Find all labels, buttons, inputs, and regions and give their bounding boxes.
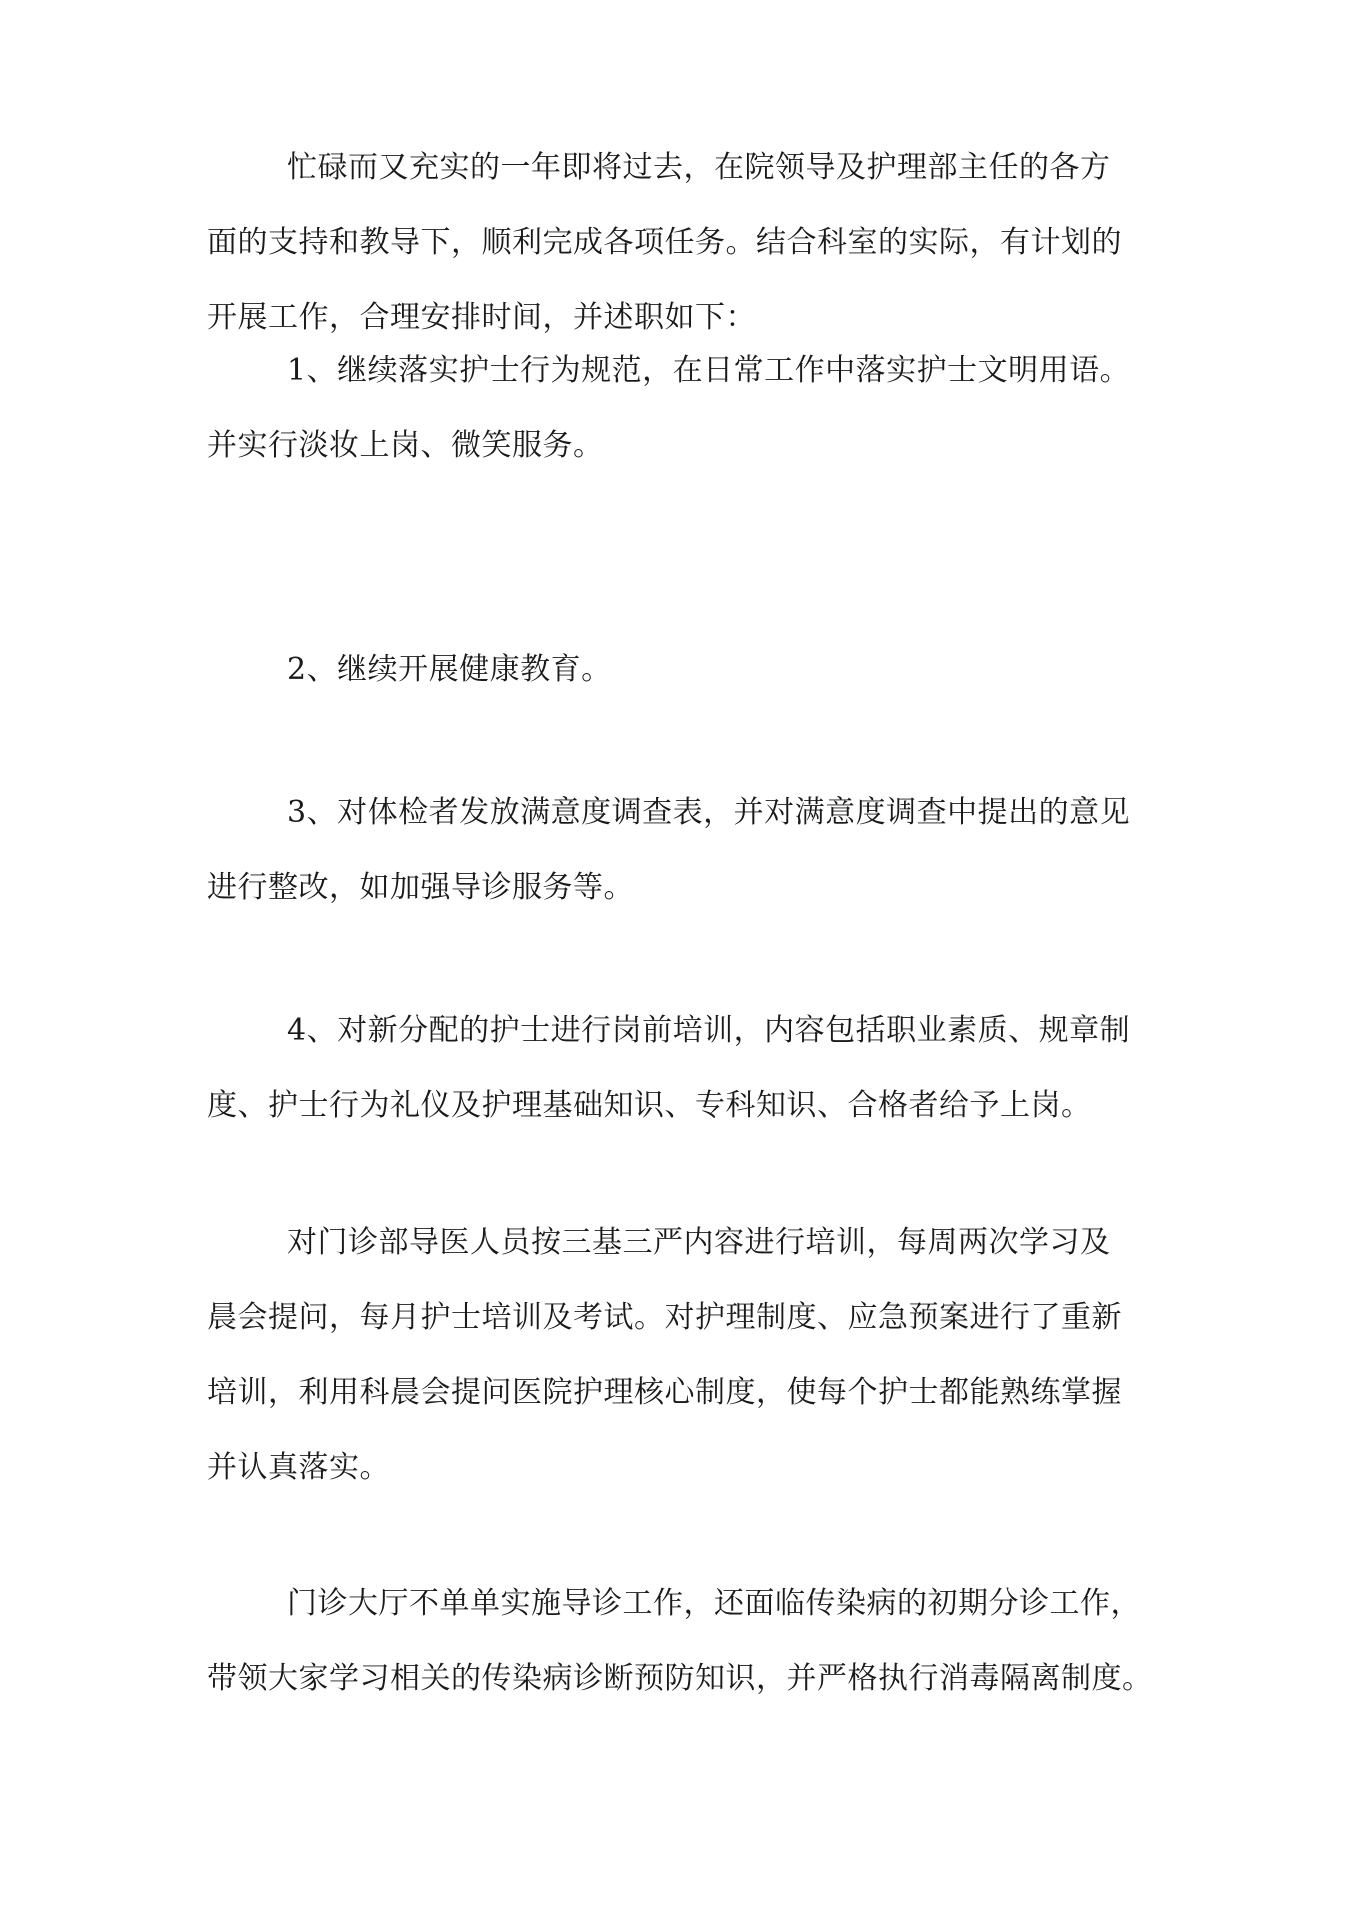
text-line: 3、对体检者发放满意度调查表，并对满意度调查中提出的意见 xyxy=(287,795,1131,830)
paragraph-triage xyxy=(207,1566,1187,1716)
text-line: 培训，利用科晨会提问医院护理核心制度，使每个护士都能熟练掌握 xyxy=(207,1375,1122,1410)
paragraph-training xyxy=(207,1205,1187,1505)
text-line: 进行整改，如加强导诊服务等。 xyxy=(207,870,634,905)
text-line: 开展工作，合理安排时间，并述职如下： xyxy=(207,300,756,335)
text-line: 晨会提问，每月护士培训及考试。对护理制度、应急预案进行了重新 xyxy=(207,1300,1122,1335)
text-line: 带领大家学习相关的传染病诊断预防知识，并严格执行消毒隔离制度。 xyxy=(207,1661,1153,1696)
text-line: 面的支持和教导下，顺利完成各项任务。结合科室的实际，有计划的 xyxy=(207,225,1122,260)
text-line: 并实行淡妆上岗、微笑服务。 xyxy=(207,428,604,463)
text-line: 对门诊部导医人员按三基三严内容进行培训，每周两次学习及 xyxy=(287,1225,1111,1260)
text-line: 度、护士行为礼仪及护理基础知识、专科知识、合格者给予上岗。 xyxy=(207,1088,1092,1123)
text-line: 并认真落实。 xyxy=(207,1450,390,1485)
paragraph-item-2 xyxy=(207,632,1187,707)
paragraph-item-4 xyxy=(207,993,1187,1143)
paragraph-item-3 xyxy=(207,775,1187,925)
text-line: 忙碌而又充实的一年即将过去，在院领导及护理部主任的各方 xyxy=(287,150,1111,185)
text-line: 2、继续开展健康教育。 xyxy=(287,652,612,687)
text-line: 门诊大厅不单单实施导诊工作，还面临传染病的初期分诊工作， xyxy=(287,1586,1141,1621)
text-line: 1、继续落实护士行为规范，在日常工作中落实护士文明用语。 xyxy=(287,353,1131,388)
text-line: 4、对新分配的护士进行岗前培训，内容包括职业素质、规章制 xyxy=(287,1013,1131,1048)
paragraph-intro xyxy=(207,130,1187,355)
paragraph-item-1 xyxy=(207,333,1187,483)
